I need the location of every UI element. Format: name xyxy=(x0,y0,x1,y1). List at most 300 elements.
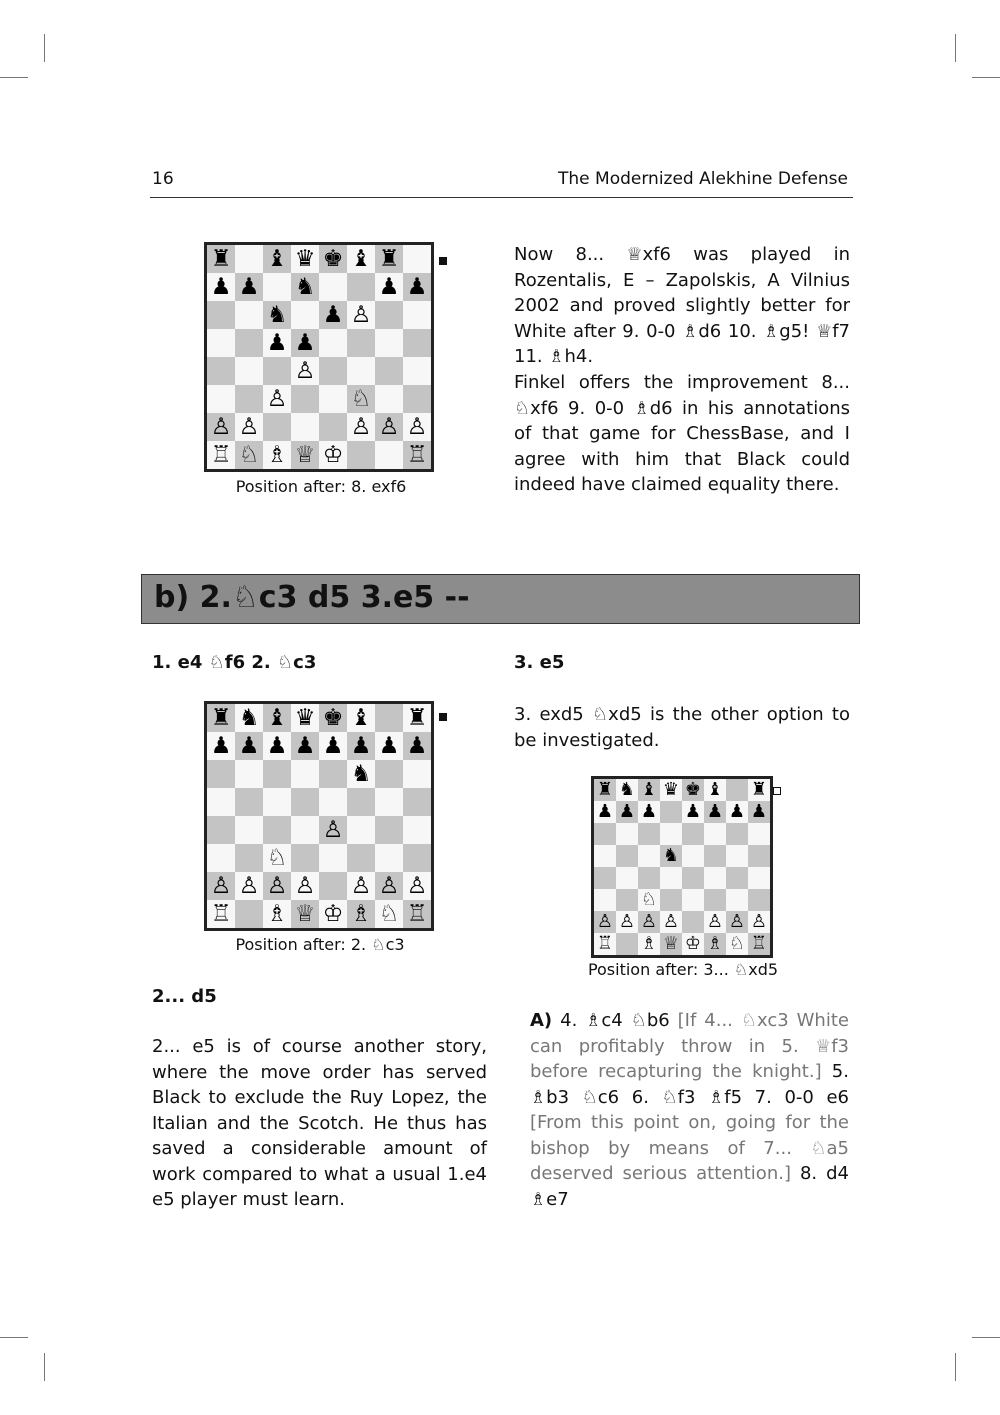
board-square xyxy=(207,760,235,788)
black-pawn-icon: ♟ xyxy=(266,329,288,356)
board-square xyxy=(403,441,431,469)
board-square xyxy=(291,900,319,928)
board-square xyxy=(235,357,263,385)
board-square xyxy=(263,385,291,413)
white-pawn-icon: ♙ xyxy=(322,816,344,843)
board-square xyxy=(319,816,347,844)
white-pawn-icon: ♙ xyxy=(378,872,400,899)
board-square xyxy=(319,760,347,788)
black-pawn-icon: ♟ xyxy=(640,801,658,822)
board-square xyxy=(263,245,291,273)
board-square xyxy=(235,900,263,928)
white-bishop-icon: ♗ xyxy=(266,441,288,468)
board-square xyxy=(263,441,291,469)
board-square xyxy=(375,704,403,732)
black-rook-icon: ♜ xyxy=(406,704,428,731)
white-rook-icon: ♖ xyxy=(210,441,232,468)
board-square xyxy=(263,273,291,301)
white-pawn-icon: ♙ xyxy=(294,357,316,384)
board-square xyxy=(347,844,375,872)
board-square xyxy=(594,867,616,889)
black-pawn-icon: ♟ xyxy=(210,732,232,759)
board-square xyxy=(319,301,347,329)
board-square xyxy=(319,872,347,900)
board-square xyxy=(347,441,375,469)
white-pawn-icon: ♙ xyxy=(728,911,746,932)
board-square xyxy=(291,301,319,329)
white-to-move-marker xyxy=(773,787,781,795)
board-square xyxy=(319,357,347,385)
board-square xyxy=(207,385,235,413)
variation-moves: 5. ♗b3 ♘c6 6. ♘f3 ♗f5 7. 0-0 e6 xyxy=(530,1061,849,1108)
white-knight-icon: ♘ xyxy=(266,844,288,871)
board-square xyxy=(207,441,235,469)
board-square xyxy=(291,704,319,732)
board-square xyxy=(616,779,638,801)
white-knight-icon: ♘ xyxy=(640,889,658,910)
white-pawn-icon: ♙ xyxy=(350,872,372,899)
board-square xyxy=(726,889,748,911)
black-king-icon: ♚ xyxy=(322,704,344,731)
variation-comment: [If 4... ♘xc3 White can profitably throw in 5. ♕f3 before recapturing the knight.] xyxy=(530,1010,849,1082)
board-square xyxy=(616,933,638,955)
board-square xyxy=(403,760,431,788)
header-rule xyxy=(150,197,853,198)
board-square xyxy=(319,900,347,928)
board-square xyxy=(748,889,770,911)
board-square xyxy=(347,273,375,301)
crop-mark xyxy=(0,1337,28,1338)
black-bishop-icon: ♝ xyxy=(640,779,658,800)
board-square xyxy=(594,889,616,911)
board-square xyxy=(403,273,431,301)
board-square xyxy=(403,301,431,329)
board-square xyxy=(594,933,616,955)
board-square xyxy=(403,704,431,732)
white-rook-icon: ♖ xyxy=(750,933,768,954)
board-square xyxy=(682,845,704,867)
white-pawn-icon: ♙ xyxy=(662,911,680,932)
white-pawn-icon: ♙ xyxy=(350,301,372,328)
board-square xyxy=(207,704,235,732)
black-pawn-icon: ♟ xyxy=(266,732,288,759)
black-bishop-icon: ♝ xyxy=(350,704,372,731)
board-square xyxy=(347,900,375,928)
board-square xyxy=(291,329,319,357)
board-square xyxy=(375,732,403,760)
board-square xyxy=(319,245,347,273)
black-pawn-icon: ♟ xyxy=(210,273,232,300)
board-square xyxy=(291,413,319,441)
black-pawn-icon: ♟ xyxy=(406,273,428,300)
board-square xyxy=(403,413,431,441)
board-square xyxy=(235,301,263,329)
black-knight-icon: ♞ xyxy=(266,301,288,328)
diagram-caption: Position after: 3... ♘xd5 xyxy=(587,960,779,979)
board-square xyxy=(403,245,431,273)
board-square xyxy=(291,788,319,816)
board-square xyxy=(660,867,682,889)
board-square xyxy=(235,872,263,900)
diagram-caption: Position after: 8. exf6 xyxy=(235,477,407,496)
white-pawn-icon: ♙ xyxy=(238,872,260,899)
black-pawn-icon: ♟ xyxy=(378,273,400,300)
board-square xyxy=(235,413,263,441)
board-square xyxy=(682,889,704,911)
black-pawn-icon: ♟ xyxy=(322,301,344,328)
section-title: b) 2.♘c3 d5 3.e5 -- xyxy=(154,580,470,615)
board-square xyxy=(263,732,291,760)
board-square xyxy=(263,844,291,872)
board-square xyxy=(682,779,704,801)
black-pawn-icon: ♟ xyxy=(406,732,428,759)
diagram-caption: Position after: 2. ♘c3 xyxy=(235,935,405,954)
board-square xyxy=(347,760,375,788)
board-square xyxy=(375,413,403,441)
white-knight-icon: ♘ xyxy=(378,900,400,927)
board-square xyxy=(748,911,770,933)
board-square xyxy=(660,933,682,955)
white-pawn-icon: ♙ xyxy=(596,911,614,932)
black-rook-icon: ♜ xyxy=(210,704,232,731)
variation-label: A) xyxy=(530,1010,553,1031)
black-pawn-icon: ♟ xyxy=(706,801,724,822)
black-to-move-marker xyxy=(439,257,447,265)
variation-line xyxy=(530,1008,849,1212)
white-pawn-icon: ♙ xyxy=(750,911,768,932)
board-square xyxy=(660,801,682,823)
board-square xyxy=(291,844,319,872)
board-square xyxy=(263,301,291,329)
board-square xyxy=(291,872,319,900)
board-square xyxy=(375,245,403,273)
board-square xyxy=(594,911,616,933)
board-square xyxy=(291,760,319,788)
board-square xyxy=(235,844,263,872)
white-bishop-icon: ♗ xyxy=(706,933,724,954)
board-square xyxy=(375,441,403,469)
board-square xyxy=(291,385,319,413)
board-square xyxy=(319,385,347,413)
page-number: 16 xyxy=(152,169,174,189)
black-pawn-icon: ♟ xyxy=(378,732,400,759)
board-square xyxy=(403,816,431,844)
board-square xyxy=(638,823,660,845)
black-pawn-icon: ♟ xyxy=(684,801,702,822)
black-knight-icon: ♞ xyxy=(294,273,316,300)
board-square xyxy=(375,273,403,301)
board-square xyxy=(235,816,263,844)
black-queen-icon: ♛ xyxy=(662,779,680,800)
board-square xyxy=(403,329,431,357)
white-pawn-icon: ♙ xyxy=(210,872,232,899)
board-square xyxy=(235,245,263,273)
board-square xyxy=(207,816,235,844)
board-square xyxy=(638,911,660,933)
board-square xyxy=(748,933,770,955)
paragraph: Finkel offers the improvement 8... ♘xf6 9. 0-0 ♗d6 in his annotations of that game for ChessBase, and I agree with him that Black could indeed have claimed equality there. xyxy=(514,372,850,495)
board-square xyxy=(291,732,319,760)
white-pawn-icon: ♙ xyxy=(378,413,400,440)
board-square xyxy=(235,273,263,301)
white-pawn-icon: ♙ xyxy=(406,413,428,440)
board-square xyxy=(235,704,263,732)
board-square xyxy=(263,357,291,385)
white-queen-icon: ♕ xyxy=(294,900,316,927)
board-square xyxy=(403,900,431,928)
board-square xyxy=(403,357,431,385)
board-square xyxy=(403,385,431,413)
board-square xyxy=(704,801,726,823)
board-square xyxy=(347,245,375,273)
white-rook-icon: ♖ xyxy=(406,900,428,927)
board-square xyxy=(704,779,726,801)
board-square xyxy=(704,933,726,955)
board-square xyxy=(319,273,347,301)
black-bishop-icon: ♝ xyxy=(706,779,724,800)
board-square xyxy=(263,760,291,788)
black-king-icon: ♚ xyxy=(684,779,702,800)
board-square xyxy=(207,357,235,385)
paragraph: 3. exd5 ♘xd5 is the other option to be investigated. xyxy=(514,704,850,751)
board-square xyxy=(347,704,375,732)
white-king-icon: ♔ xyxy=(322,441,344,468)
board-square xyxy=(660,911,682,933)
board-square xyxy=(263,704,291,732)
board-square xyxy=(748,823,770,845)
board-square xyxy=(291,273,319,301)
board-square xyxy=(638,889,660,911)
chess-diagram xyxy=(591,776,773,958)
board-square xyxy=(594,823,616,845)
board-square xyxy=(616,823,638,845)
board-square xyxy=(726,823,748,845)
move-heading: 3. e5 xyxy=(514,652,565,673)
white-pawn-icon: ♙ xyxy=(238,413,260,440)
board-square xyxy=(660,779,682,801)
black-rook-icon: ♜ xyxy=(378,245,400,272)
board-square xyxy=(704,823,726,845)
chess-diagram xyxy=(204,242,434,472)
board-square xyxy=(375,329,403,357)
black-queen-icon: ♛ xyxy=(294,704,316,731)
board-square xyxy=(594,801,616,823)
board-square xyxy=(616,845,638,867)
board-square xyxy=(638,933,660,955)
board-square xyxy=(682,823,704,845)
board-square xyxy=(375,844,403,872)
board-square xyxy=(319,704,347,732)
crop-mark xyxy=(972,77,1000,78)
black-pawn-icon: ♟ xyxy=(294,329,316,356)
board-square xyxy=(638,845,660,867)
paragraph: Now 8... ♕xf6 was played in Rozentalis, E – Zapolskis, A Vilnius 2002 and proved slightly better for White after 9. 0-0 ♗d6 10. ♗g5! ♕f7 11. ♗h4. xyxy=(514,244,850,367)
variation-moves: 4. ♗c4 ♘b6 xyxy=(560,1010,670,1031)
white-knight-icon: ♘ xyxy=(350,385,372,412)
board-square xyxy=(263,900,291,928)
board-square xyxy=(375,357,403,385)
board-square xyxy=(726,867,748,889)
black-pawn-icon: ♟ xyxy=(238,732,260,759)
white-rook-icon: ♖ xyxy=(210,900,232,927)
board-square xyxy=(207,900,235,928)
board-square xyxy=(263,329,291,357)
board-square xyxy=(748,779,770,801)
black-pawn-icon: ♟ xyxy=(322,732,344,759)
board-square xyxy=(660,823,682,845)
crop-mark xyxy=(972,1337,1000,1338)
board-square xyxy=(375,816,403,844)
board-square xyxy=(682,933,704,955)
black-rook-icon: ♜ xyxy=(210,245,232,272)
board-square xyxy=(347,788,375,816)
white-pawn-icon: ♙ xyxy=(706,911,724,932)
board-square xyxy=(704,845,726,867)
white-knight-icon: ♘ xyxy=(728,933,746,954)
black-knight-icon: ♞ xyxy=(350,760,372,787)
black-pawn-icon: ♟ xyxy=(618,801,636,822)
board-square xyxy=(660,845,682,867)
white-queen-icon: ♕ xyxy=(662,933,680,954)
board-square xyxy=(347,385,375,413)
white-pawn-icon: ♙ xyxy=(618,911,636,932)
board-square xyxy=(403,732,431,760)
black-pawn-icon: ♟ xyxy=(728,801,746,822)
board-square xyxy=(748,867,770,889)
black-pawn-icon: ♟ xyxy=(750,801,768,822)
board-square xyxy=(638,867,660,889)
black-pawn-icon: ♟ xyxy=(238,273,260,300)
board-square xyxy=(704,889,726,911)
board-square xyxy=(291,816,319,844)
board-square xyxy=(319,732,347,760)
black-knight-icon: ♞ xyxy=(618,779,636,800)
white-rook-icon: ♖ xyxy=(596,933,614,954)
white-queen-icon: ♕ xyxy=(294,441,316,468)
black-bishop-icon: ♝ xyxy=(266,704,288,731)
black-pawn-icon: ♟ xyxy=(350,732,372,759)
board-square xyxy=(207,413,235,441)
black-bishop-icon: ♝ xyxy=(266,245,288,272)
board-square xyxy=(375,872,403,900)
chess-diagram xyxy=(204,701,434,931)
crop-mark xyxy=(44,34,45,62)
board-square xyxy=(319,788,347,816)
board-square xyxy=(726,801,748,823)
white-pawn-icon: ♙ xyxy=(266,872,288,899)
board-square xyxy=(207,245,235,273)
board-square xyxy=(638,801,660,823)
white-pawn-icon: ♙ xyxy=(210,413,232,440)
white-king-icon: ♔ xyxy=(684,933,702,954)
white-pawn-icon: ♙ xyxy=(640,911,658,932)
board-square xyxy=(347,732,375,760)
board-square xyxy=(704,911,726,933)
white-bishop-icon: ♗ xyxy=(640,933,658,954)
board-square xyxy=(207,788,235,816)
board-square xyxy=(291,245,319,273)
board-square xyxy=(616,911,638,933)
white-pawn-icon: ♙ xyxy=(294,872,316,899)
board-square xyxy=(726,845,748,867)
board-square xyxy=(660,889,682,911)
black-rook-icon: ♜ xyxy=(596,779,614,800)
black-pawn-icon: ♟ xyxy=(294,732,316,759)
board-square xyxy=(748,845,770,867)
board-square xyxy=(235,788,263,816)
board-square xyxy=(291,441,319,469)
board-square xyxy=(375,788,403,816)
crop-mark xyxy=(44,1353,45,1381)
board-square xyxy=(235,441,263,469)
variation-comment: [From this point on, going for the bishop by means of 7... ♘a5 deserved serious attention.] xyxy=(530,1112,849,1184)
white-rook-icon: ♖ xyxy=(406,441,428,468)
white-king-icon: ♔ xyxy=(322,900,344,927)
crop-mark xyxy=(955,34,956,62)
black-knight-icon: ♞ xyxy=(662,845,680,866)
board-square xyxy=(207,872,235,900)
board-square xyxy=(594,779,616,801)
paragraph: 2... e5 is of course another story, where the move order has served Black to exclude the Ruy Lopez, the Italian and the Scotch. He thus has saved a considerable amount of work compared to what a usual 1.e4 e5 player must learn. xyxy=(152,1036,487,1210)
move-heading: 2... d5 xyxy=(152,986,217,1007)
white-bishop-icon: ♗ xyxy=(266,900,288,927)
board-square xyxy=(375,385,403,413)
board-square xyxy=(616,867,638,889)
board-square xyxy=(263,872,291,900)
board-square xyxy=(207,844,235,872)
crop-mark xyxy=(955,1353,956,1381)
board-square xyxy=(748,801,770,823)
crop-mark xyxy=(0,77,28,78)
board-square xyxy=(207,329,235,357)
black-pawn-icon: ♟ xyxy=(596,801,614,822)
board-square xyxy=(682,867,704,889)
board-square xyxy=(403,872,431,900)
board-square xyxy=(347,301,375,329)
board-square xyxy=(704,867,726,889)
board-square xyxy=(726,933,748,955)
black-knight-icon: ♞ xyxy=(238,704,260,731)
board-square xyxy=(638,779,660,801)
white-pawn-icon: ♙ xyxy=(406,872,428,899)
black-to-move-marker xyxy=(439,713,447,721)
black-queen-icon: ♛ xyxy=(294,245,316,272)
board-square xyxy=(347,872,375,900)
board-square xyxy=(347,329,375,357)
board-square xyxy=(616,801,638,823)
board-square xyxy=(682,801,704,823)
white-pawn-icon: ♙ xyxy=(266,385,288,412)
board-square xyxy=(347,413,375,441)
board-square xyxy=(235,760,263,788)
board-square xyxy=(347,816,375,844)
board-square xyxy=(263,788,291,816)
board-square xyxy=(207,301,235,329)
board-square xyxy=(235,385,263,413)
white-bishop-icon: ♗ xyxy=(350,900,372,927)
running-title: The Modernized Alekhine Defense xyxy=(558,169,848,189)
board-square xyxy=(263,413,291,441)
board-square xyxy=(375,301,403,329)
board-square xyxy=(375,760,403,788)
moves-heading: 1. e4 ♘f6 2. ♘c3 xyxy=(152,652,317,673)
board-square xyxy=(616,889,638,911)
board-square xyxy=(235,329,263,357)
board-square xyxy=(319,413,347,441)
board-square xyxy=(319,441,347,469)
board-square xyxy=(291,357,319,385)
board-square xyxy=(726,911,748,933)
